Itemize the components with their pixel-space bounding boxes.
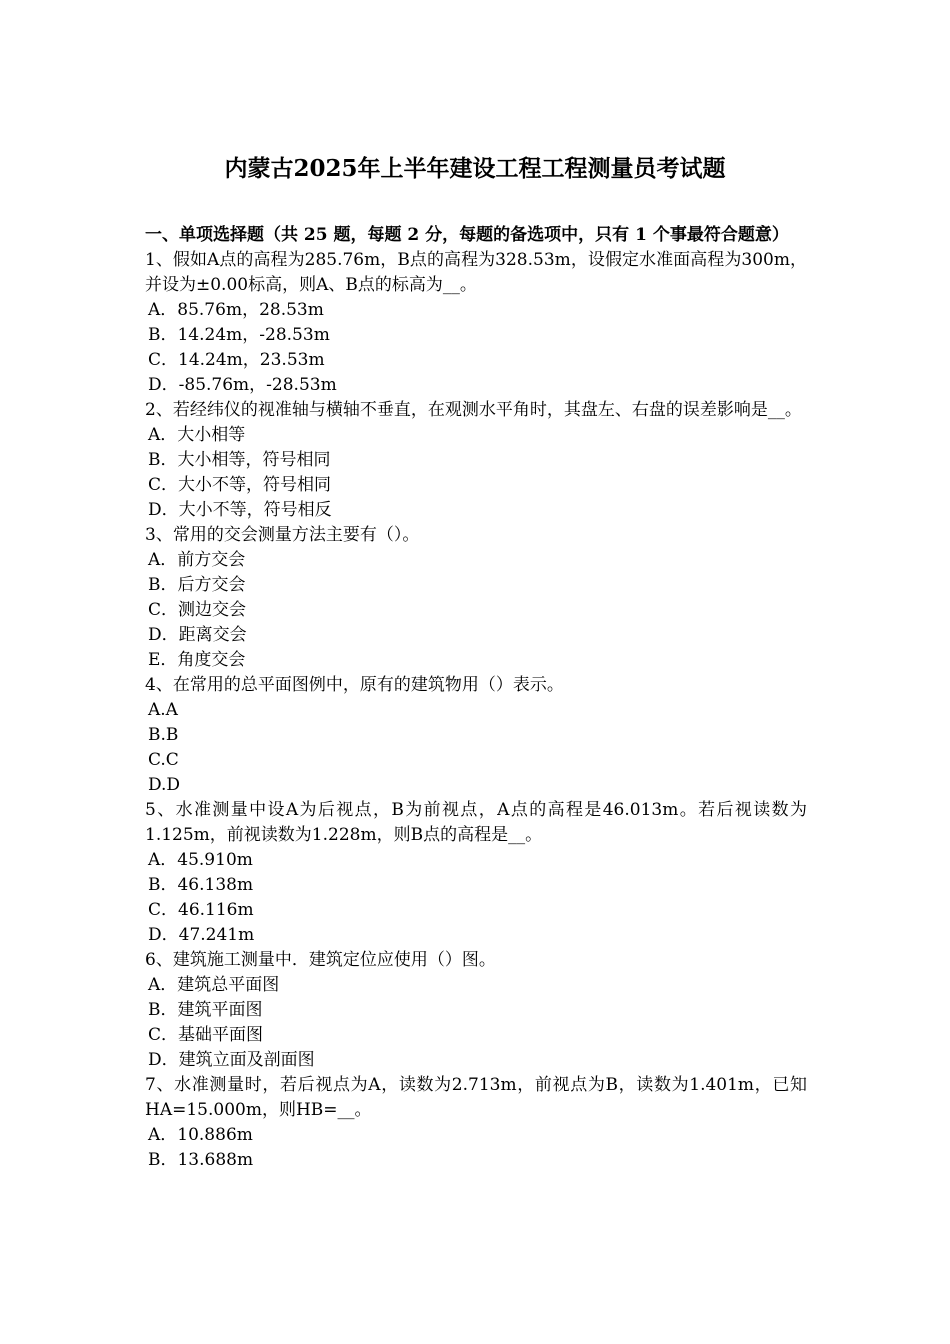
option-c: C．基础平面图: [148, 1025, 264, 1045]
question-6: [145, 948, 807, 1073]
option-c: C．14.24m，23.53m: [148, 350, 325, 370]
option-b: B．13.688m: [148, 1150, 254, 1170]
question-stem: 3、常用的交会测量方法主要有（）。: [145, 525, 420, 545]
option-a: A．10.886m: [148, 1125, 253, 1145]
option-b: B．建筑平面图: [148, 1000, 263, 1020]
question-stem: 5、水准测量中设A为后视点，B为前视点，A点的高程是46.013m。若后视读数为1.125m，前视读数为1.228m，则B点的高程是__。: [145, 800, 807, 845]
question-stem: 1、假如A点的高程为285.76m，B点的高程为328.53m，设假定水准面高程为300m，并设为±0.00标高，则A、B点的标高为__。: [145, 250, 807, 295]
option-b: B．46.138m: [148, 875, 254, 895]
option-b: B．后方交会: [148, 575, 246, 595]
option-b: B.B: [148, 725, 179, 745]
option-d: D．47.241m: [148, 925, 255, 945]
question-stem: 2、若经纬仪的视准轴与横轴不垂直，在观测水平角时，其盘左、右盘的误差影响是__。: [145, 400, 802, 420]
option-d: D．大小不等，符号相反: [148, 500, 332, 520]
option-b: B．14.24m，-28.53m: [148, 325, 330, 345]
question-stem: 7、水准测量时，若后视点为A，读数为2.713m，前视点为B，读数为1.401m，已知HA=15.000m，则HB=__。: [145, 1075, 807, 1120]
document-title: 内蒙古2025年上半年建设工程工程测量员考试题: [224, 155, 726, 182]
question-5: [145, 798, 807, 948]
option-a: A．45.910m: [148, 850, 253, 870]
option-a: A．大小相等: [148, 425, 246, 445]
section-heading: 一、单项选择题（共 25 题，每题 2 分，每题的备选项中，只有 1 个事最符合题意）: [145, 225, 789, 245]
option-d: D．距离交会: [148, 625, 247, 645]
option-c: C．测边交会: [148, 600, 247, 620]
option-e: E．角度交会: [148, 650, 246, 670]
question-7: [145, 1073, 807, 1173]
option-c: C.C: [148, 750, 179, 770]
question-3: [145, 523, 807, 673]
option-d: D.D: [148, 775, 181, 795]
option-a: A.A: [148, 700, 178, 720]
question-stem: 4、在常用的总平面图例中，原有的建筑物用（）表示。: [145, 675, 564, 695]
option-b: B．大小相等，符号相同: [148, 450, 331, 470]
document-body: [145, 223, 807, 1173]
option-d: D．-85.76m，-28.53m: [148, 375, 337, 395]
question-4: [145, 673, 807, 798]
option-a: A．85.76m，28.53m: [148, 300, 324, 320]
question-1: [145, 248, 807, 398]
option-a: A．前方交会: [148, 550, 246, 570]
question-stem: 6、建筑施工测量中．建筑定位应使用（）图。: [145, 950, 496, 970]
option-d: D．建筑立面及剖面图: [148, 1050, 315, 1070]
option-c: C．46.116m: [148, 900, 254, 920]
question-2: [145, 398, 807, 523]
option-a: A．建筑总平面图: [148, 975, 280, 995]
option-c: C．大小不等，符号相同: [148, 475, 332, 495]
